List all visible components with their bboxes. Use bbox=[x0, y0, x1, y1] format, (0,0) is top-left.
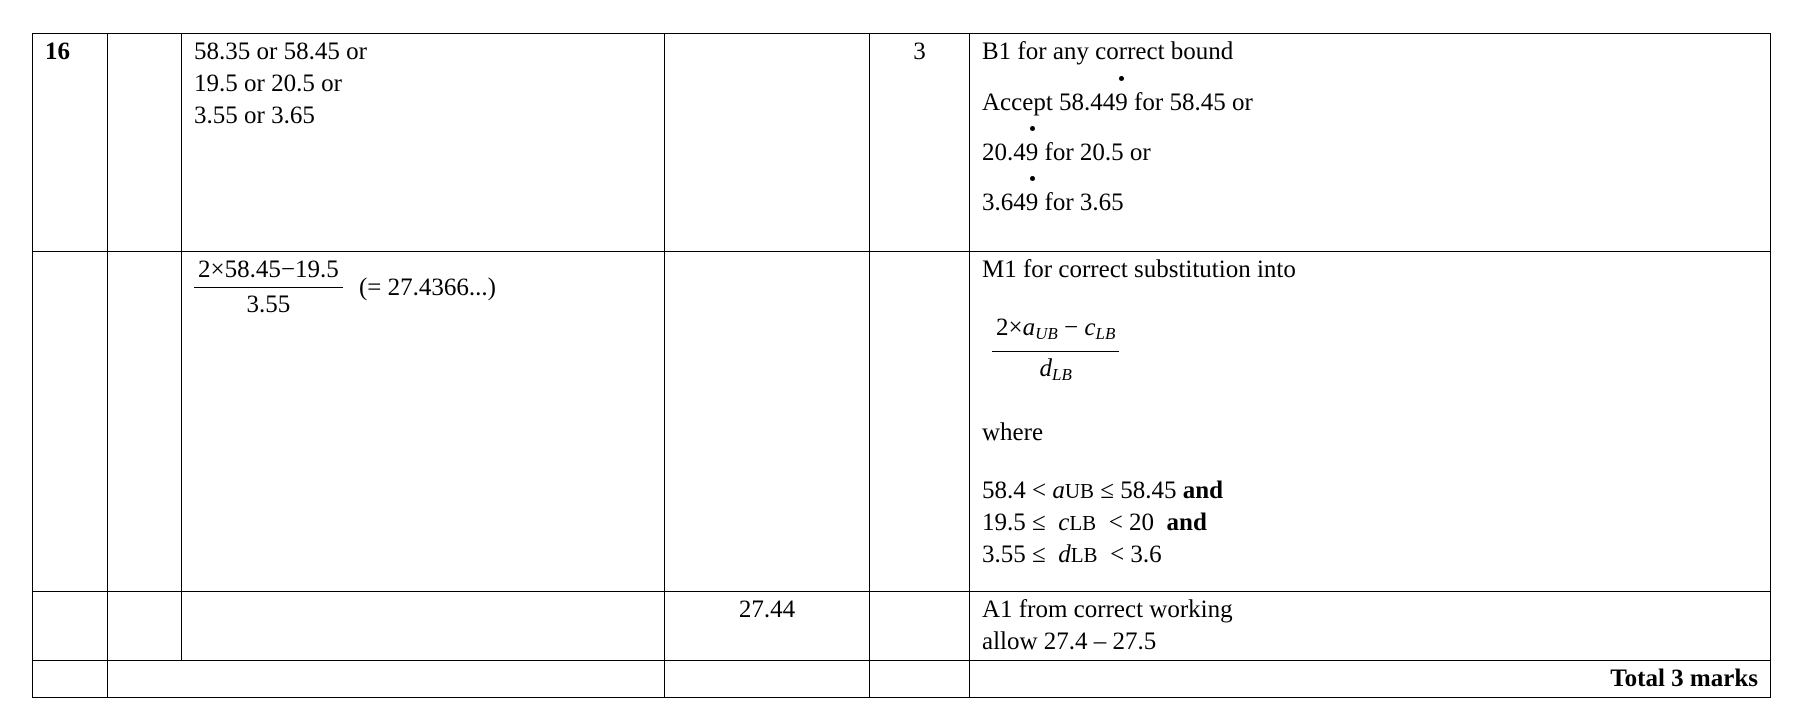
bound-var: a bbox=[1052, 477, 1065, 504]
bound-line bbox=[982, 507, 1758, 539]
notes-line: allow 27.4 – 27.5 bbox=[982, 628, 1157, 655]
bound-sub: LB bbox=[1070, 543, 1098, 567]
accept-line bbox=[982, 187, 1758, 219]
accept-line bbox=[982, 137, 1758, 169]
recurring-digit bbox=[1026, 187, 1039, 219]
table-row bbox=[33, 34, 1771, 252]
recurring-dot bbox=[1119, 76, 1124, 81]
formula-sub-c: LB bbox=[1095, 324, 1116, 343]
mark-scheme-table bbox=[32, 33, 1771, 698]
bound-and: and bbox=[1166, 509, 1207, 536]
formula-minus: − bbox=[1064, 314, 1079, 341]
formula-fraction bbox=[992, 312, 1119, 391]
formula-var-c: c bbox=[1084, 314, 1096, 341]
bound-line bbox=[982, 475, 1758, 507]
notes-line: M1 for correct substitution into bbox=[982, 256, 1296, 283]
mark-cell bbox=[870, 34, 970, 252]
recurring-digit bbox=[1026, 137, 1039, 169]
table-row bbox=[33, 592, 1771, 661]
question-number-cell bbox=[33, 34, 108, 252]
bound-left: 3.55 ≤ bbox=[982, 541, 1046, 568]
accept-value: 20.4 bbox=[982, 139, 1026, 166]
table-row bbox=[33, 661, 1771, 698]
bound-right: < 3.6 bbox=[1110, 541, 1162, 568]
fraction-denominator: 3.55 bbox=[246, 291, 291, 318]
formula bbox=[992, 312, 1758, 391]
recurring-dot bbox=[1030, 126, 1035, 131]
merged-cell bbox=[108, 661, 665, 698]
bound-right: ≤ 58.45 bbox=[1100, 477, 1177, 504]
formula-numerator bbox=[992, 312, 1119, 352]
accept-suffix: for 20.5 or bbox=[1044, 139, 1151, 166]
accept-value: 58.44 bbox=[1059, 89, 1116, 116]
working-cell bbox=[182, 592, 665, 661]
formula-sub-d: LB bbox=[1052, 365, 1072, 384]
working-line: 58.35 or 58.45 or bbox=[194, 38, 367, 65]
mark-value: 3 bbox=[913, 38, 926, 65]
bound-right: < 20 bbox=[1108, 509, 1155, 536]
notes-line: B1 for any correct bound bbox=[982, 38, 1234, 65]
table-row bbox=[33, 252, 1771, 592]
mark-cell bbox=[870, 592, 970, 661]
part-cell bbox=[108, 252, 182, 592]
working-cell bbox=[182, 252, 665, 592]
mark-cell bbox=[870, 252, 970, 592]
question-number-cell bbox=[33, 592, 108, 661]
bound-sub: UB bbox=[1064, 479, 1095, 503]
question-number: 16 bbox=[45, 38, 70, 65]
notes-cell bbox=[970, 252, 1771, 592]
question-number-cell bbox=[33, 252, 108, 592]
recurring-digit bbox=[1115, 87, 1128, 119]
recurring-digit-text: 9 bbox=[1025, 139, 1039, 166]
question-number-cell bbox=[33, 661, 108, 698]
working-line: 19.5 or 20.5 or bbox=[194, 70, 342, 97]
working-result: (= 27.4366...) bbox=[358, 273, 496, 301]
notes-line: A1 from correct working bbox=[982, 596, 1233, 623]
bound-sub: LB bbox=[1069, 511, 1097, 535]
recurring-digit-text: 9 bbox=[1025, 189, 1039, 216]
formula-denominator bbox=[992, 352, 1119, 391]
where-label: where bbox=[982, 419, 1044, 446]
bounds bbox=[982, 475, 1758, 571]
bound-left: 58.4 < bbox=[982, 477, 1047, 504]
total-marks: Total 3 marks bbox=[1610, 665, 1758, 692]
answer-value: 27.44 bbox=[738, 596, 796, 623]
formula-prefix: 2× bbox=[996, 314, 1023, 341]
working-line: 3.55 or 3.65 bbox=[194, 102, 315, 129]
bound-var: d bbox=[1058, 541, 1071, 568]
formula-var-a: a bbox=[1022, 314, 1036, 341]
formula-sub-a: UB bbox=[1035, 324, 1058, 343]
answer-cell bbox=[665, 592, 870, 661]
accept-label: Accept bbox=[982, 89, 1053, 116]
bound-and: and bbox=[1182, 477, 1224, 504]
bound-var: c bbox=[1058, 509, 1070, 536]
accept-value: 3.64 bbox=[982, 189, 1026, 216]
accept-suffix: for 58.45 or bbox=[1134, 89, 1253, 116]
answer-cell bbox=[665, 252, 870, 592]
part-cell bbox=[108, 34, 182, 252]
answer-cell bbox=[665, 34, 870, 252]
bound-left: 19.5 ≤ bbox=[982, 509, 1046, 536]
working-cell bbox=[182, 34, 665, 252]
total-cell bbox=[970, 661, 1771, 698]
answer-cell bbox=[665, 661, 870, 698]
mark-cell bbox=[870, 661, 970, 698]
bound-line bbox=[982, 539, 1758, 571]
notes-cell bbox=[970, 592, 1771, 661]
accept-line bbox=[982, 87, 1758, 119]
notes-cell bbox=[970, 34, 1771, 252]
recurring-digit-text: 9 bbox=[1115, 89, 1128, 116]
fraction-numerator: 2×58.45−19.5 bbox=[194, 254, 343, 288]
part-cell bbox=[108, 592, 182, 661]
recurring-dot bbox=[1030, 176, 1035, 181]
working-fraction bbox=[194, 254, 343, 321]
accept-suffix: for 3.65 bbox=[1044, 189, 1124, 216]
formula-var-d: d bbox=[1039, 355, 1052, 382]
